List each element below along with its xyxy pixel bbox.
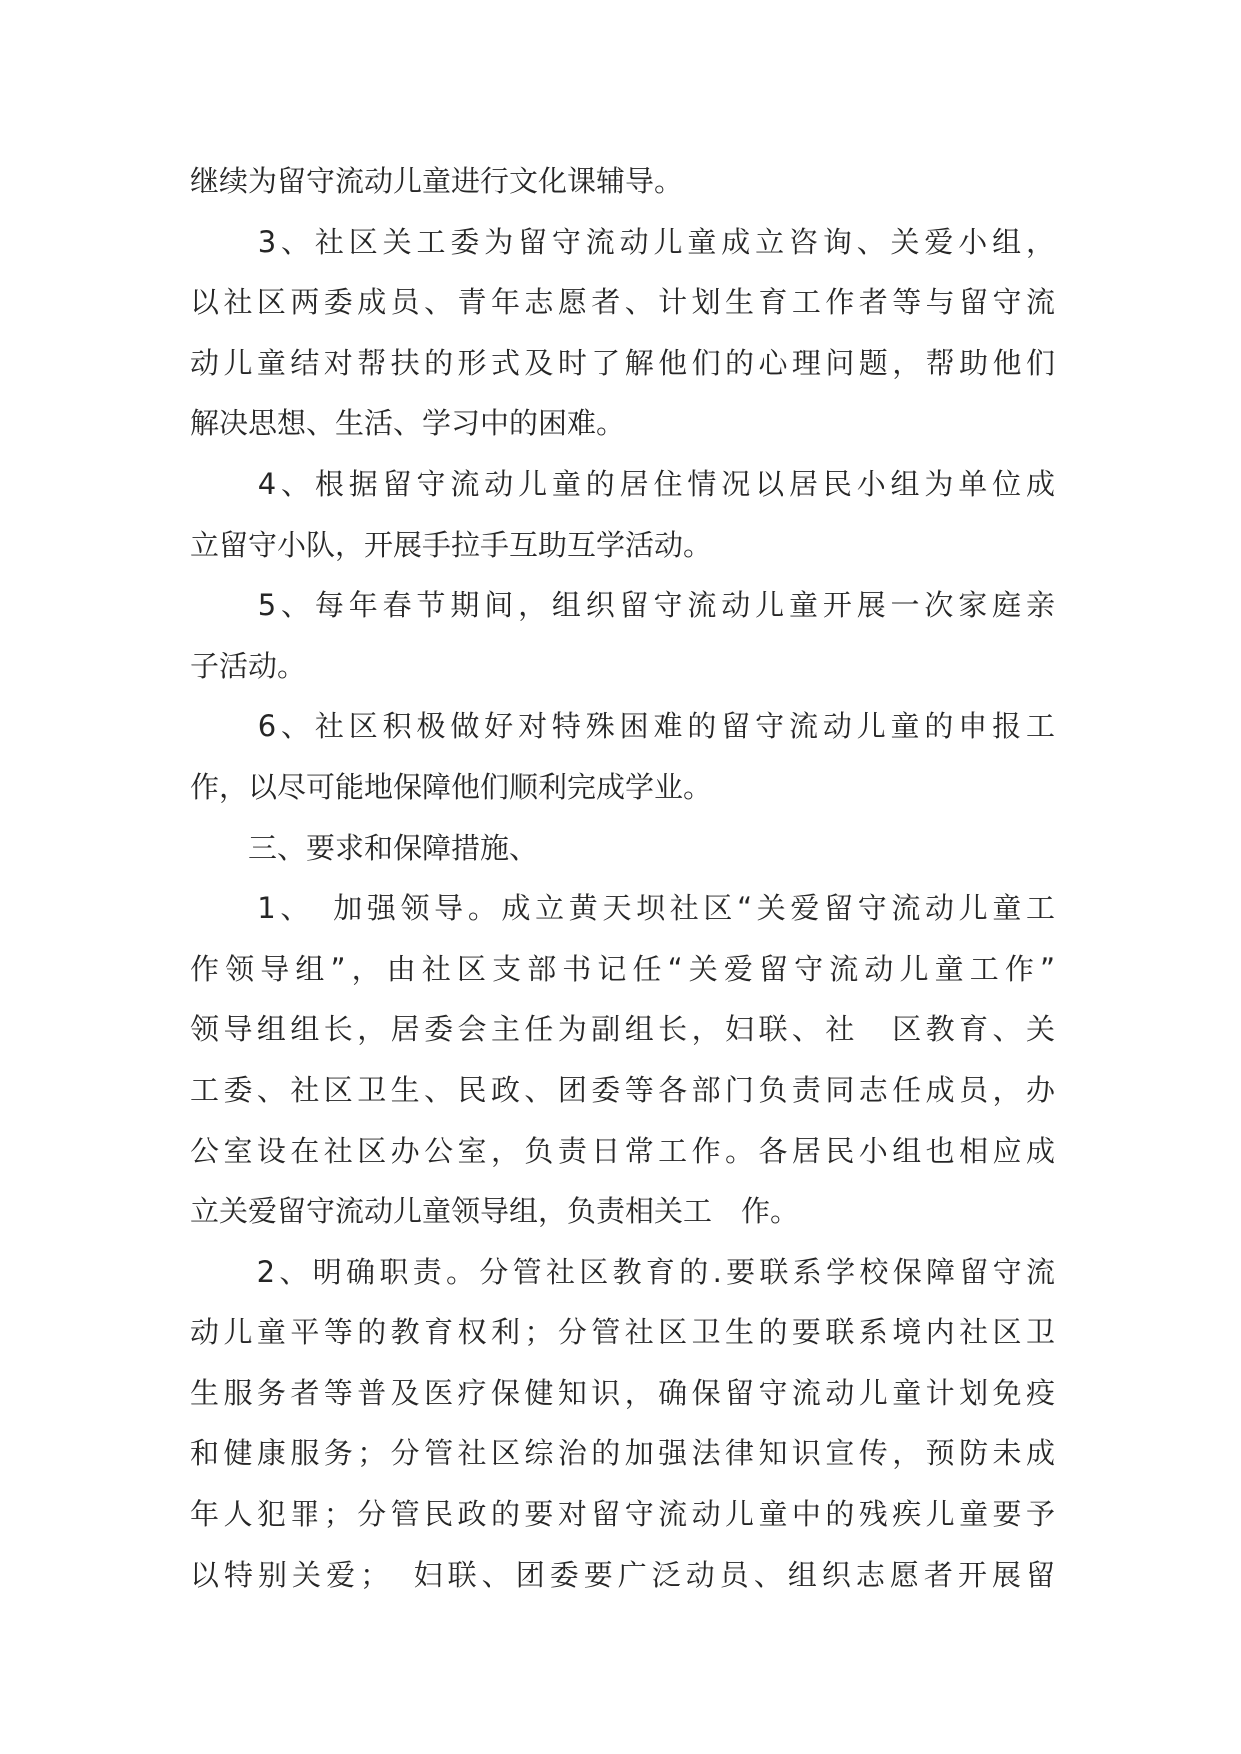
text-line: 动儿童结对帮扶的形式及时了解他们的心理问题，帮助他们 [190, 345, 1055, 380]
text-line: 4、根据留守流动儿童的居住情况以居民小组为单位成 [190, 466, 1055, 501]
text-line: 生服务者等普及医疗保健知识，确保留守流动儿童计划免疫 [190, 1375, 1055, 1410]
text-line: 公室设在社区办公室，负责日常工作。各居民小组也相应成 [190, 1133, 1055, 1168]
body-text [190, 151, 1055, 1605]
text-line: 工委、社区卫生、民政、团委等各部门负责同志任成员，办 [190, 1072, 1055, 1107]
text-line: 立关爱留守流动儿童领导组，负责相关工 作。 [190, 1194, 800, 1229]
text-line: 2、明确职责。分管社区教育的.要联系学校保障留守流 [190, 1254, 1055, 1289]
text-line: 继续为留守流动儿童进行文化课辅导。 [190, 164, 684, 198]
text-line: 年人犯罪；分管民政的要对留守流动儿童中的残疾儿童要予 [190, 1497, 1055, 1532]
text-line: 以社区两委成员、青年志愿者、计划生育工作者等与留守流 [190, 285, 1055, 320]
text-line: 以特别关爱； 妇联、团委要广泛动员、组织志愿者开展留 [190, 1557, 1055, 1592]
text-line: 领导组组长，居委会主任为副组长，妇联、社 区教育、关 [190, 1012, 1055, 1047]
text-line: 三、要求和保障措施、 [190, 830, 539, 865]
text-line: 解决思想、生活、学习中的困难。 [190, 406, 626, 441]
text-line: 立留守小队，开展手拉手互助互学活动。 [190, 527, 713, 562]
text-line: 3、社区关工委为留守流动儿童成立咨询、关爱小组， [190, 224, 1055, 259]
text-line: 作领导组”，由社区支部书记任“关爱留守流动儿童工作” [190, 951, 1055, 986]
text-line: 动儿童平等的教育权利；分管社区卫生的要联系境内社区卫 [190, 1315, 1055, 1350]
text-line: 和健康服务；分管社区综治的加强法律知识宣传，预防未成 [190, 1436, 1055, 1471]
text-line: 1、 加强领导。成立黄天坝社区“关爱留守流动儿童工 [190, 891, 1055, 926]
text-line: 6、社区积极做好对特殊困难的留守流动儿童的申报工 [190, 709, 1055, 744]
text-line: 作，以尽可能地保障他们顺利完成学业。 [190, 769, 713, 804]
text-line: 5、每年春节期间，组织留守流动儿童开展一次家庭亲 [190, 588, 1055, 623]
text-line: 子活动。 [190, 648, 307, 683]
